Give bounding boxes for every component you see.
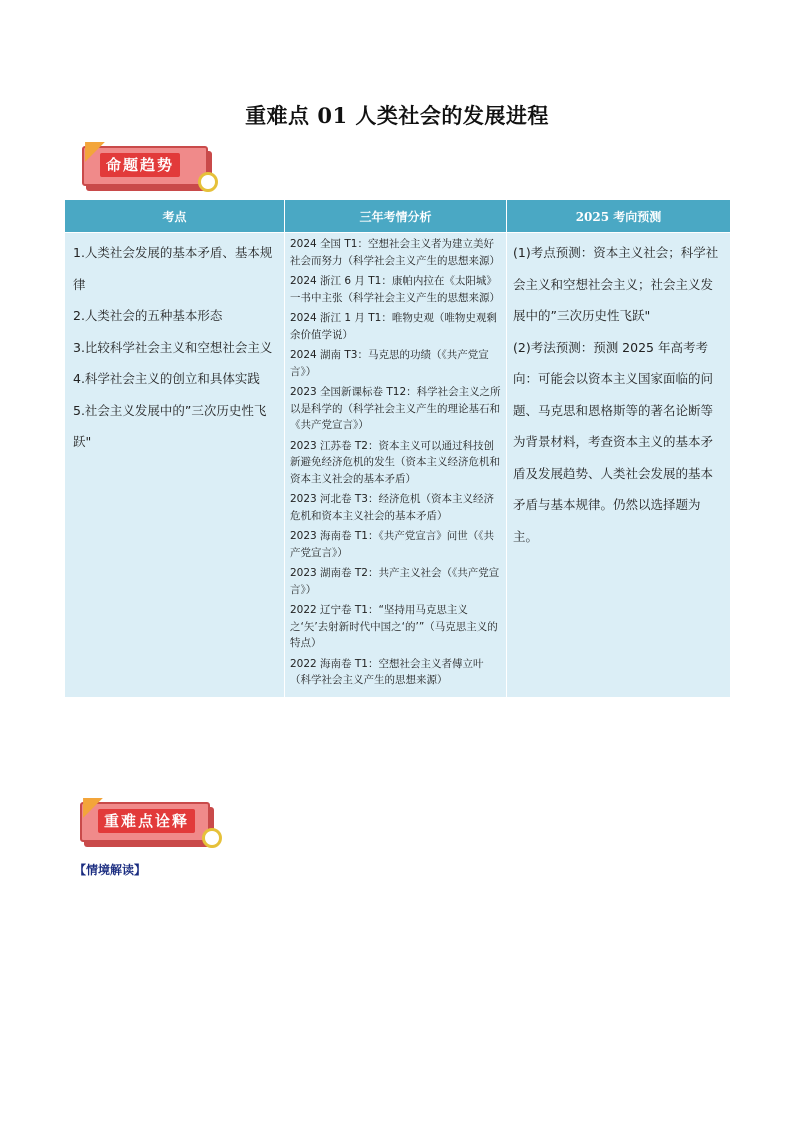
points-cell (65, 233, 285, 698)
exam-analysis-table (64, 199, 731, 698)
analysis-entry: 2022 辽宁卷 T1：“坚持用马克思主义之‘矢’去射新时代中国之‘的’”（马克思主义的特点） (290, 604, 498, 649)
section-subheading: 【情境解读】 (74, 863, 147, 877)
analysis-entry: 2022 海南卷 T1：空想社会主义者傅立叶（科学社会主义产生的思想来源） (290, 657, 484, 686)
analysis-entry: 2023 全国新课标卷 T12：科学社会主义之所以是科学的（科学社会主义产生的理论基石和《共产党宣言》） (290, 386, 501, 431)
point-item: 1.人类社会发展的基本矛盾、基本规律 (73, 245, 273, 292)
forecast-item: (2)考法预测：预测 2025 年高考考向：可能会以资本主义国家面临的问题、马克思和恩格斯等的著名论断等为背景材料，考查资本主义的基本矛盾及发展趋势、人类社会发展的基本矛盾与基本规律。仍然以选择题为主。 (513, 339, 714, 544)
ring-icon (202, 828, 222, 848)
forecast-item: (1)考点预测：资本主义社会；科学社会主义和空想社会主义；社会主义发展中的”三次历史性飞跃" (513, 245, 719, 323)
point-item: 5.社会主义发展中的”三次历史性飞跃" (73, 402, 267, 449)
forecast-cell (507, 233, 731, 698)
analysis-entry: 2023 江苏卷 T2：资本主义可以通过科技创新避免经济危机的发生（资本主义经济危机和资本主义社会的基本矛盾） (290, 439, 500, 485)
point-item: 4.科学社会主义的创立和具体实践 (73, 371, 260, 386)
header-analysis: 三年考情分析 (285, 200, 507, 233)
point-item: 2.人类社会的五种基本形态 (73, 308, 223, 323)
analysis-entry: 2024 浙江 6 月 T1：康帕内拉在《太阳城》一书中主张（科学社会主义产生的思想来源） (290, 275, 500, 304)
analysis-entry: 2024 浙江 1 月 T1：唯物史观（唯物史观剩余价值学说） (290, 312, 497, 341)
analysis-entry: 2023 海南卷 T1：《共产党宣言》问世（《共产党宣言》） (290, 530, 494, 559)
header-points: 考点 (65, 200, 285, 233)
badge-label: 重难点诠释 (98, 809, 195, 833)
header-forecast: 2025 考向预测 (507, 200, 731, 233)
point-item: 3.比较科学社会主义和空想社会主义 (73, 339, 273, 355)
table-row (65, 233, 731, 698)
page-title: 重难点 01 人类社会的发展进程 (245, 103, 549, 128)
table-header-row (65, 200, 731, 233)
analysis-entry: 2023 河北卷 T3：经济危机（资本主义经济危机和资本主义社会的基本矛盾） (290, 493, 494, 522)
analysis-entry: 2024 全国 T1：空想社会主义者为建立美好社会而努力（科学社会主义产生的思想来源） (290, 238, 500, 267)
analysis-entry: 2023 湖南卷 T2：共产主义社会（《共产党宣言》） (290, 567, 500, 596)
ring-icon (198, 172, 218, 192)
analysis-entry: 2024 湖南 T3：马克思的功绩（《共产党宣言》） (290, 349, 489, 378)
explain-badge (80, 802, 220, 852)
analysis-cell (285, 233, 507, 698)
trend-badge (82, 146, 216, 196)
badge-label: 命题趋势 (100, 153, 180, 177)
